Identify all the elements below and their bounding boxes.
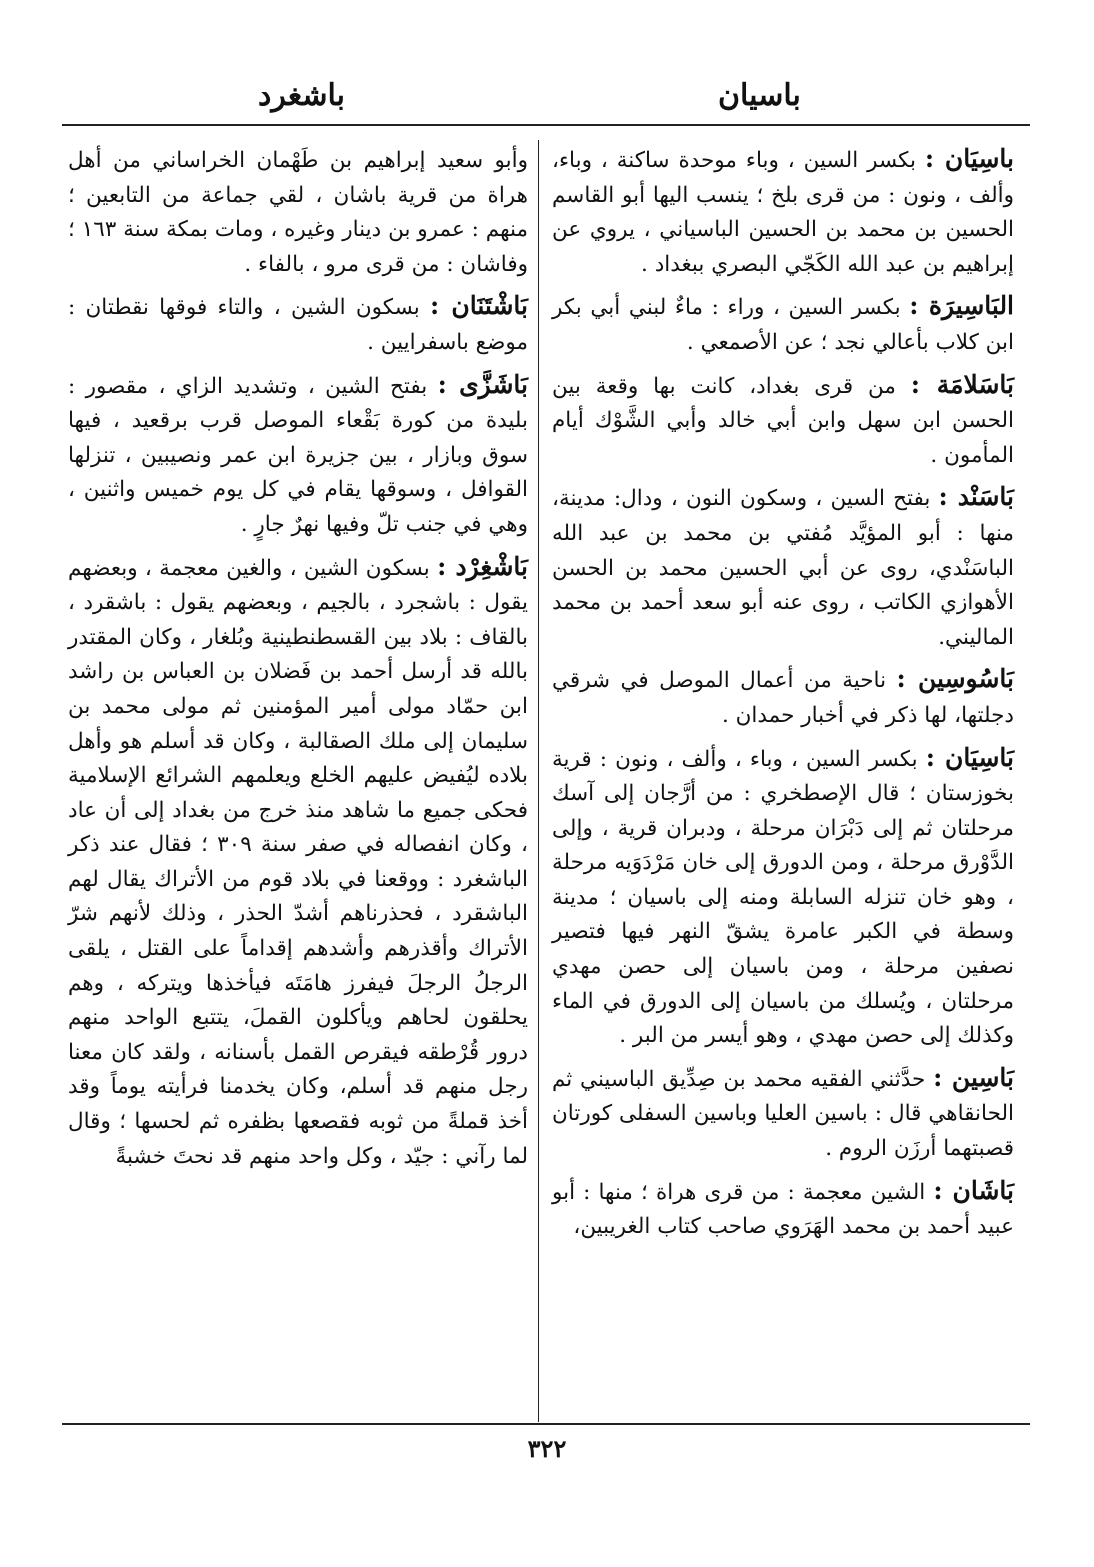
entry-albasira — [552, 289, 1014, 360]
entry-text: بفتح الشين ، وتشديد الزاي ، مقصور : بليدة من كورة بَقْعاء الموصل قرب برقعيد ، فيها سوق وبازار ، بين جزيرة ابن عمر ونصيبين ، تنزلها القوافل ، وسوقها يقام في كل يوم خميس واثنين ، وهي في جنب تلّ وفيها نهرٌ جارٍ . — [68, 373, 528, 537]
column-divider — [538, 140, 539, 1422]
right-column — [552, 142, 1014, 1252]
entry-text: بكسر السين ، وراء : ماءٌ لبني أبي بكر ابن كلاب بأعالي نجد ؛ عن الأصمعي . — [552, 295, 1014, 355]
entry-headword: بَاسُوسِين : — [896, 664, 1014, 694]
entry-text: الشين معجمة : من قرى هراة ؛ منها : أبو عبيد أحمد بن محمد الهَرَوي صاحب كتاب الغريبين، — [552, 1179, 1014, 1240]
entry-text: ناحية من أعمال الموصل في شرقي دجلتها، لها ذكر في أخبار حمدان . — [552, 668, 1014, 728]
entry-headword: بَاسَلامَة : — [910, 369, 1014, 399]
entry-headword: البَاسِيرَة : — [909, 291, 1015, 321]
entry-headword: بَاسِين : — [933, 1062, 1015, 1092]
entry-bashghird — [68, 550, 528, 1175]
page-number: ٣٢٢ — [527, 1434, 567, 1463]
entry-basyan — [552, 142, 1014, 282]
entry-text: بكسر السين ، وباء ، وألف ، ونون : قرية بخوزستان ؛ قال الإصطخري : من أرَّجان إلى آسك مرحلتان ثم إلى دَبْرَان مرحلة ، ودبران قرية ، وإلى الدَّوْرق مرحلة ، ومن الدورق إلى خان مَرْدَوَيه مرحلة ، وهو خان تنزله السابلة ومنه إلى باسيان ؛ مدينة وسطة في الكبر عامرة يشقّ النهر فيها فتصير نصفين مرحلة ، ومن باسيان إلى حصن مهدي مرحلتان ، ويُسلك من باسيان إلى الدورق في الماء وكذلك إلى حصن مهدي ، وهو أيسر من البر . — [552, 746, 1014, 1049]
entry-headword: بَاشْتَنَان : — [430, 291, 528, 321]
bottom-rule — [62, 1423, 1030, 1425]
entry-headword: بَاسِيَان : — [925, 742, 1015, 772]
entry-headword: باسِيَان : — [924, 144, 1014, 173]
header-left-title: باشغرد — [258, 78, 346, 113]
left-column — [68, 142, 528, 1181]
entry-text: وأبو سعيد إبراهيم بن طَهْمان الخراساني من أهل هراة من قرية باشان ، لقي جماعة من التابعين ؛ منهم : عمرو بن دينار وغيره ، ومات بمكة سنة ١٦٣ ؛ وفاشان : من قرى مرو ، بالفاء . — [68, 148, 528, 277]
entry-headword: بَاشْغِرْد : — [437, 551, 528, 581]
entry-text: من قرى بغداد، كانت بها وقعة بين الحسن ابن سهل وابن أبي خالد وأبي الشَّوْك أيام المأمون . — [552, 373, 1014, 468]
header-right-title: باسيان — [718, 78, 801, 113]
entry-basusin — [552, 662, 1014, 733]
entry-headword: بَاشَزَّى : — [437, 369, 528, 399]
entry-basand — [552, 480, 1014, 655]
entry-headword: بَاشَان : — [933, 1175, 1014, 1205]
entry-text: بسكون الشين ، والغين معجمة ، وبعضهم يقول : باشجرد ، بالجيم ، وبعضهم يقول : باشقرد ، بالقاف : بلاد بين القسطنطينية وبُلغار ، وكان المقتدر بالله قد أرسل أحمد بن فَضلان بن العباس بن راشد ابن حمّاد مولى أمير المؤمنين ثم مولى محمد بن سليمان إلى ملك الصقالبة ، وكان قد أسلم هو وأهل بلاده ليُفيض عليهم الخلع ويعلمهم الشرائع الإسلامية فحكى جميع ما شاهد منذ خرج من بغداد إلى أن عاد ، وكان انفصاله في صفر سنة ٣٠٩ ؛ فقال عند ذكر الباشغرد : ووقعنا في بلاد قوم من الأتراك يقال لهم الباشقرد ، فحذرناهم أشدّ الحذر ، وذلك لأنهم شرّ الأتراك وأقذرهم وأشدهم إقداماً على القتل ، يلقى الرجلُ الرجلَ فيفرز هامَتَه فيأخذها ويتركه ، وهم يحلقون لحاهم ويأكلون القملَ، يتتبع الواحد منهم درور قُرْطقه فيقرص القمل بأسنانه ، ولقد كان معنا رجل منهم قد أسلم، وكان يخدمنا فرأيته يوماً وقد أخذ قملةً من ثوبه فقصعها بظفره ثم لحسها ؛ وقال لما رآني : جيّد ، وكل واحد منهم قد نحتَ خشبةً — [68, 555, 528, 1169]
entry-bashan-continued — [68, 142, 528, 282]
entry-basin — [552, 1061, 1014, 1167]
entry-text: حدَّثني الفقيه محمد بن صِدِّيق الباسيني ثم الحانقاهي قال : باسين العليا وباسين السفلى كورتان قصبتهما أرزَن الروم . — [552, 1066, 1014, 1162]
entry-bashtanan — [68, 289, 528, 360]
entry-headword: بَاسَنْد : — [938, 482, 1014, 512]
entry-text: بسكون الشين ، والتاء فوقها نقطتان : موضع باسفرايين . — [68, 295, 528, 355]
entry-basalama — [552, 368, 1014, 474]
entry-text: بكسر السين ، وباء موحدة ساكنة ، وباء، وألف ، ونون : من قرى بلخ ؛ ينسب اليها أبو القاسم الحسين بن محمد بن الحسين الباسياني ، يروي عن إبراهيم بن عبد الله الكَجّي البصري ببغداد . — [552, 148, 1014, 277]
entry-text: بفتح السين ، وسكون النون ، ودال: مدينة، منها : أبو المؤيَّد مُفتي بن محمد بن عبد الله الباسَنْدي، روى عن أبي الحسين محمد بن الحسن الأهوازي الكاتب ، روى عنه أبو سعد أحمد بن محمد الماليني. — [552, 486, 1014, 650]
entry-bashazza — [68, 368, 528, 543]
entry-basiyan — [552, 741, 1014, 1054]
entry-bashan — [552, 1174, 1014, 1245]
top-rule — [62, 124, 1030, 126]
